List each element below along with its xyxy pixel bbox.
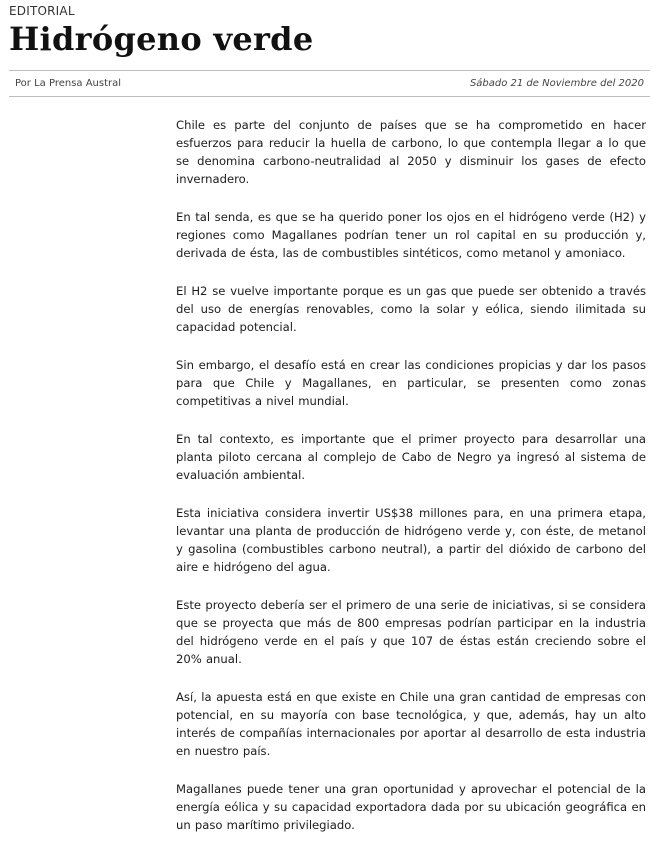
paragraph-8: Así, la apuesta está en que existe en Chile una gran cantidad de empresas con potencial, en su mayoría con base tecnológica, y que, además, hay un alto interés de compañías internacionales por aportar al desarrollo de esta industria en nuestro país. [176, 690, 646, 758]
paragraph-5: En tal contexto, es importante que el primer proyecto para desarrollar una planta piloto cercana al complejo de Cabo de Negro ya ingresó al sistema de evaluación ambiental. [176, 432, 646, 482]
paragraph-2: En tal senda, es que se ha querido poner los ojos en el hidrógeno verde (H2) y regiones como Magallanes podrían tener un rol capital en su producción y, derivada de ésta, las de combustibles sintéticos, como metanol y amoniaco. [176, 210, 646, 260]
article-body [176, 116, 646, 854]
article-headline: Hidrógeno verde [9, 20, 314, 58]
byline: Por La Prensa Austral [15, 78, 122, 89]
paragraph-3: El H2 se vuelve importante porque es un gas que puede ser obtenido a través del uso de energías renovables, como la solar y eólica, siendo ilimitada su capacidad potencial. [176, 284, 646, 334]
top-divider [9, 70, 650, 71]
publication-date: Sábado 21 de Noviembre del 2020 [469, 78, 644, 89]
paragraph-7: Este proyecto debería ser el primero de una serie de iniciativas, si se considera que se proyecta que más de 800 empresas podrían participar en la industria del hidrógeno verde en el país y que 107 de éstas están creciendo sobre el 20% anual. [176, 598, 646, 666]
paragraph-6: Esta iniciativa considera invertir US$38 millones para, en una primera etapa, levantar una planta de producción de hidrógeno verde y, con éste, de metanol y gasolina (combustibles carbono neutral), a partir del dióxido de carbono del aire e hidrógeno del agua. [176, 506, 646, 574]
paragraph-4: Sin embargo, el desafío está en crear las condiciones propicias y dar los pasos para que Chile y Magallanes, en particular, se presenten como zonas competitivas a nivel mundial. [176, 358, 646, 408]
section-label: EDITORIAL [9, 4, 75, 18]
byline-row [9, 76, 650, 92]
paragraph-9: Magallanes puede tener una gran oportunidad y aprovechar el potencial de la energía eólica y su capacidad exportadora dada por su ubicación geográfica en un paso marítimo privilegiado. [176, 782, 646, 832]
bottom-divider [9, 96, 650, 97]
paragraph-1: Chile es parte del conjunto de países que se ha comprometido en hacer esfuerzos para reducir la huella de carbono, lo que contempla llegar a lo que se denomina carbono-neutralidad al 2050 y disminuir los gases de efecto invernadero. [176, 118, 646, 186]
